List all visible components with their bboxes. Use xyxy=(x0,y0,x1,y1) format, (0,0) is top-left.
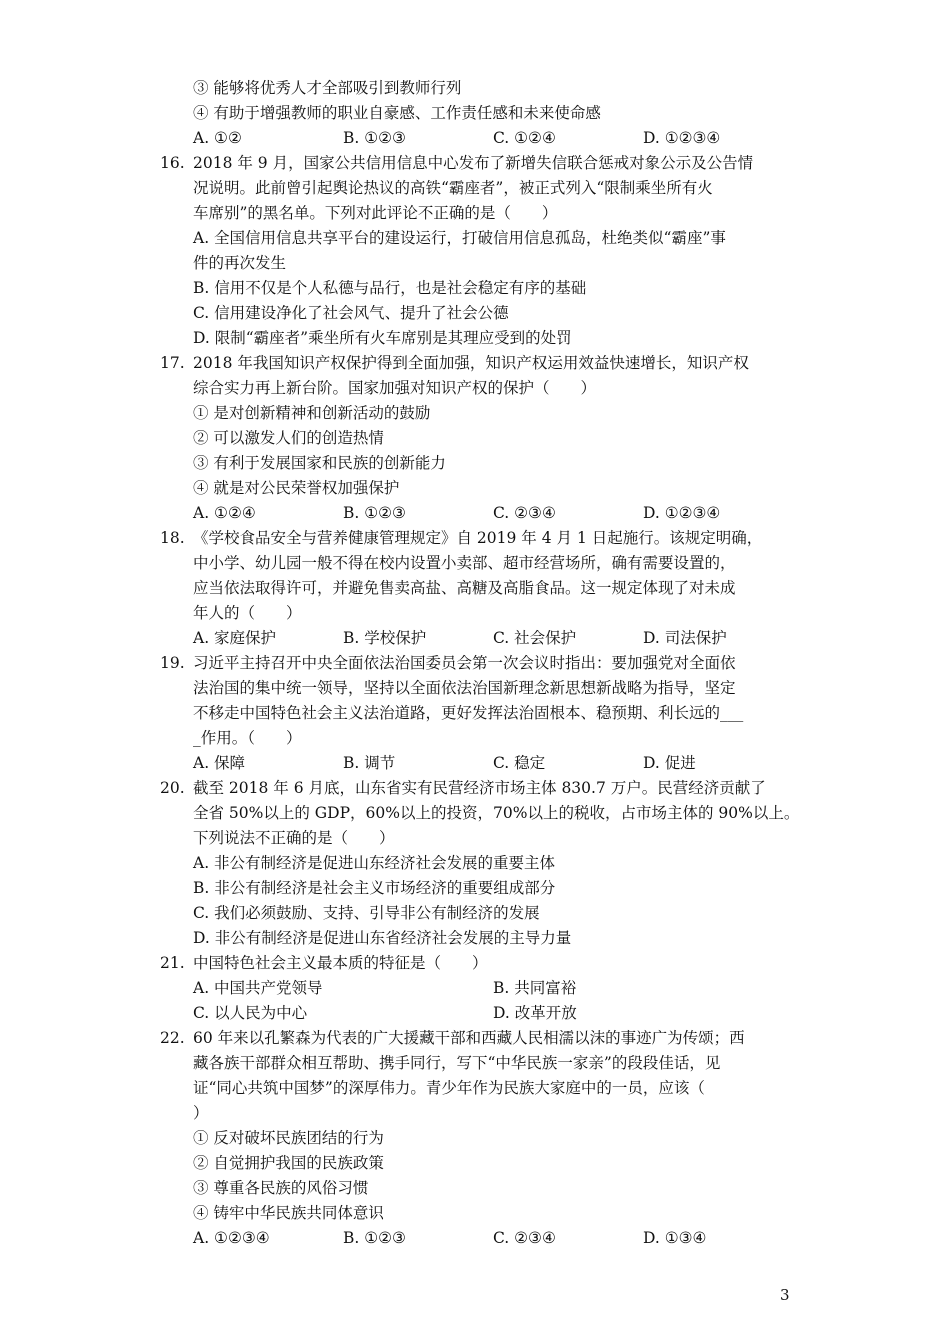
q19-stem-line-2: 法治国的集中统一领导，坚持以全面依法治国新理念新思想新战略为指导，坚定 xyxy=(193,679,736,697)
q17-statement-4: ④ 就是对公民荣誉权加强保护 xyxy=(193,479,400,497)
q22-stem-line-1: 60 年来以孔繁森为代表的广大援藏干部和西藏人民相濡以沫的事迹广为传颂；西 xyxy=(193,1029,745,1047)
q20-stem-line-3: 下列说法不正确的是（ ） xyxy=(193,829,395,847)
q21-option-c: C. 以人民为中心 xyxy=(193,1004,308,1022)
q20-option-d: D. 非公有制经济是促进山东省经济社会发展的主导力量 xyxy=(193,929,572,947)
q22-option-b: B. ①②③ xyxy=(343,1229,406,1247)
q21-stem-line-1: 中国特色社会主义最本质的特征是（ ） xyxy=(193,954,488,972)
q21-option-a: A. 中国共产党领导 xyxy=(193,979,323,997)
q19-stem-line-3: 不移走中国特色社会主义法治道路，更好发挥法治固根本、稳预期、利长远的___ xyxy=(193,704,744,722)
q16-stem-line-1: 2018 年 9 月，国家公共信用信息中心发布了新增失信联合惩戒对象公示及公告情 xyxy=(193,154,754,172)
q17-statement-3: ③ 有利于发展国家和民族的创新能力 xyxy=(193,454,446,472)
page-number: 3 xyxy=(780,1286,790,1304)
q20-option-b: B. 非公有制经济是社会主义市场经济的重要组成部分 xyxy=(193,879,556,897)
q18-number: 18. xyxy=(160,529,185,547)
q15-option-b: B. ①②③ xyxy=(343,129,406,147)
q21-option-b: B. 共同富裕 xyxy=(493,979,577,997)
q16-option-a-cont: 件的再次发生 xyxy=(193,254,287,272)
q16-option-b: B. 信用不仅是个人私德与品行，也是社会稳定有序的基础 xyxy=(193,279,587,297)
q18-option-b: B. 学校保护 xyxy=(343,629,427,647)
q17-stem-line-1: 2018 年我国知识产权保护得到全面加强，知识产权运用效益快速增长，知识产权 xyxy=(193,354,749,372)
q15-statement-4: ④ 有助于增强教师的职业自豪感、工作责任感和未来使命感 xyxy=(193,104,601,122)
q20-stem-line-1: 截至 2018 年 6 月底，山东省实有民营经济市场主体 830.7 万户。民营经济贡献了 xyxy=(193,779,766,797)
q16-stem-line-2: 况说明。此前曾引起舆论热议的高铁“霸座者”，被正式列入“限制乘坐所有火 xyxy=(193,179,713,197)
q21-number: 21. xyxy=(160,954,185,972)
q17-number: 17. xyxy=(160,354,185,372)
q16-number: 16. xyxy=(160,154,185,172)
q22-stem-line-4: ） xyxy=(193,1104,209,1122)
q19-option-a: A. 保障 xyxy=(193,754,246,772)
q15-option-a: A. ①② xyxy=(193,129,242,147)
q22-statement-3: ③ 尊重各民族的风俗习惯 xyxy=(193,1179,369,1197)
q22-option-d: D. ①③④ xyxy=(643,1229,707,1247)
q17-statement-1: ① 是对创新精神和创新活动的鼓励 xyxy=(193,404,431,422)
q22-stem-line-3: 证“同心共筑中国梦”的深厚伟力。青少年作为民族大家庭中的一员，应该（ xyxy=(193,1079,705,1097)
q22-statement-4: ④ 铸牢中华民族共同体意识 xyxy=(193,1204,384,1222)
q17-statement-2: ② 可以激发人们的创造热情 xyxy=(193,429,384,447)
q18-stem-line-2: 中小学、幼儿园一般不得在校内设置小卖部、超市经营场所，确有需要设置的， xyxy=(193,554,736,572)
q17-option-c: C. ②③④ xyxy=(493,504,556,522)
q18-option-c: C. 社会保护 xyxy=(493,629,577,647)
q19-option-c: C. 稳定 xyxy=(493,754,546,772)
q19-stem-line-4: _作用。（ ） xyxy=(193,729,302,747)
q19-option-d: D. 促进 xyxy=(643,754,696,772)
q19-option-b: B. 调节 xyxy=(343,754,396,772)
q21-option-d: D. 改革开放 xyxy=(493,1004,577,1022)
q15-option-c: C. ①②④ xyxy=(493,129,556,147)
q20-number: 20. xyxy=(160,779,185,797)
q22-number: 22. xyxy=(160,1029,185,1047)
q16-option-a: A. 全国信用信息共享平台的建设运行，打破信用信息孤岛，杜绝类似“霸座”事 xyxy=(193,229,726,247)
q22-statement-2: ② 自觉拥护我国的民族政策 xyxy=(193,1154,384,1172)
q18-stem-line-1: 《学校食品安全与营养健康管理规定》自 2019 年 4 月 1 日起施行。该规定明确， xyxy=(193,529,763,547)
q22-statement-1: ① 反对破坏民族团结的行为 xyxy=(193,1129,384,1147)
q19-stem-line-1: 习近平主持召开中央全面依法治国委员会第一次会议时指出：要加强党对全面依 xyxy=(193,654,736,672)
q20-option-c: C. 我们必须鼓励、支持、引导非公有制经济的发展 xyxy=(193,904,540,922)
q18-option-d: D. 司法保护 xyxy=(643,629,727,647)
q17-option-b: B. ①②③ xyxy=(343,504,406,522)
q18-stem-line-3: 应当依法取得许可，并避免售卖高盐、高糖及高脂食品。这一规定体现了对未成 xyxy=(193,579,736,597)
q20-option-a: A. 非公有制经济是促进山东经济社会发展的重要主体 xyxy=(193,854,556,872)
q22-option-a: A. ①②③④ xyxy=(193,1229,270,1247)
q22-option-c: C. ②③④ xyxy=(493,1229,556,1247)
q16-stem-line-3: 车席别”的黑名单。下列对此评论不正确的是（ ） xyxy=(193,204,558,222)
q18-option-a: A. 家庭保护 xyxy=(193,629,277,647)
q18-stem-line-4: 年人的（ ） xyxy=(193,604,302,622)
q20-stem-line-2: 全省 50%以上的 GDP，60%以上的投资，70%以上的税收，占市场主体的 90%以上。 xyxy=(193,804,800,822)
q19-number: 19. xyxy=(160,654,185,672)
q17-stem-line-2: 综合实力再上新台阶。国家加强对知识产权的保护（ ） xyxy=(193,379,597,397)
q17-option-a: A. ①②④ xyxy=(193,504,256,522)
q15-statement-3: ③ 能够将优秀人才全部吸引到教师行列 xyxy=(193,79,462,97)
q16-option-d: D. 限制“霸座者”乘坐所有火车席别是其理应受到的处罚 xyxy=(193,329,572,347)
q22-stem-line-2: 藏各族干部群众相互帮助、携手同行，写下“中华民族一家亲”的段段佳话，见 xyxy=(193,1054,721,1072)
q17-option-d: D. ①②③④ xyxy=(643,504,721,522)
q15-option-d: D. ①②③④ xyxy=(643,129,721,147)
q16-option-c: C. 信用建设净化了社会风气、提升了社会公德 xyxy=(193,304,509,322)
